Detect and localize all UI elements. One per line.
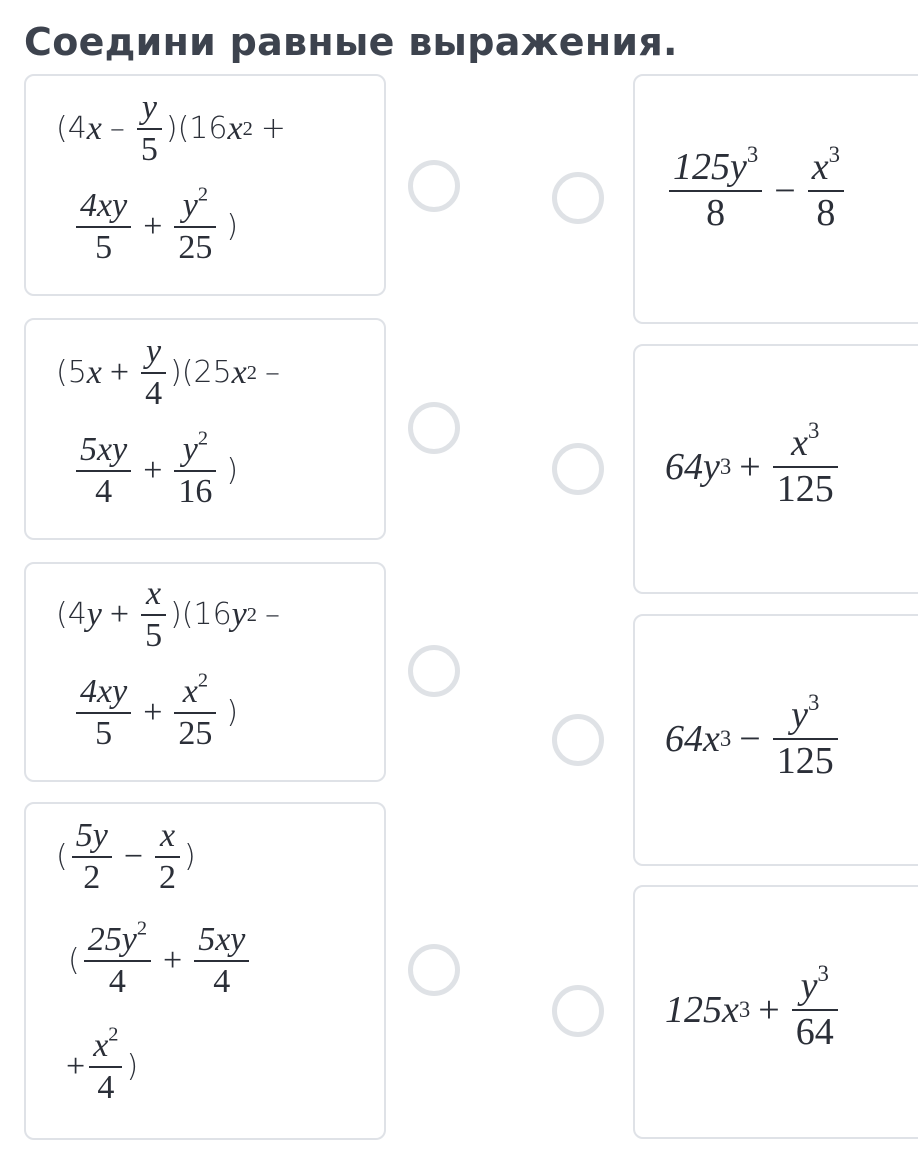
var: x bbox=[231, 353, 247, 391]
expr-line-1: (5 x + $\frac{y}{4}$ )(25 x 2 – bbox=[56, 333, 280, 412]
left-connector-2[interactable] bbox=[408, 402, 460, 454]
right-connector-1[interactable] bbox=[552, 172, 604, 224]
right-expression-card-3[interactable] bbox=[633, 614, 918, 866]
op: − bbox=[123, 837, 143, 875]
text: (5 bbox=[56, 355, 87, 391]
expression: 64x 3 − $\frac{y^3}{125}$ bbox=[665, 696, 842, 782]
term: 64x bbox=[665, 717, 720, 760]
expr-line-2 bbox=[72, 669, 239, 752]
fraction: $\frac{y^2}{16}$ bbox=[174, 432, 216, 509]
text: ( bbox=[56, 839, 68, 875]
expr-line-1: (4 y + $\frac{x}{5}$ )(16 y 2 – bbox=[56, 575, 280, 654]
op: + bbox=[739, 445, 761, 488]
left-connector-3[interactable] bbox=[408, 645, 460, 697]
text: )(16 bbox=[165, 111, 228, 147]
fraction: $\frac{y^3}{125}$ bbox=[773, 696, 838, 782]
text: ( bbox=[68, 943, 80, 979]
left-connector-4[interactable] bbox=[408, 944, 460, 996]
text: (4 bbox=[56, 597, 87, 633]
op: + bbox=[66, 1047, 86, 1085]
expr-line-3 bbox=[66, 1023, 139, 1106]
op: − bbox=[774, 169, 796, 212]
var: y bbox=[231, 595, 247, 633]
fraction: $\frac{x^3}{8}$ bbox=[808, 148, 844, 234]
expr-line-2 bbox=[72, 183, 239, 266]
var: x bbox=[86, 109, 102, 147]
expr-line-1: (4 x – $\frac{y}{5}$ )(16 x 2 + bbox=[56, 89, 286, 168]
text: (4 bbox=[56, 111, 87, 147]
fraction: $\frac{5y}{2}$ bbox=[72, 818, 112, 895]
var: y bbox=[86, 595, 102, 633]
fraction: $\frac{x^3}{125}$ bbox=[773, 424, 838, 510]
op: + bbox=[143, 207, 163, 245]
fraction: $\frac{4xy}{5}$ bbox=[76, 188, 131, 265]
left-expression-card-3[interactable] bbox=[24, 562, 386, 782]
op: + bbox=[163, 941, 183, 979]
page-title: Соедини равные выражения. bbox=[24, 20, 678, 64]
text: ) bbox=[184, 839, 196, 875]
fraction: $\frac{4xy}{5}$ bbox=[76, 674, 131, 751]
right-expression-card-4[interactable] bbox=[633, 885, 918, 1139]
fraction: $\frac{x}{2}$ bbox=[155, 818, 180, 895]
fraction: $\frac{x^2}{4}$ bbox=[89, 1028, 122, 1105]
expr-line-1 bbox=[56, 818, 196, 895]
expr-line-2 bbox=[72, 427, 239, 510]
op: + bbox=[758, 988, 780, 1031]
expression: 125x 3 + $\frac{y^3}{64}$ bbox=[665, 967, 842, 1053]
op: + bbox=[109, 595, 130, 633]
left-expression-card-4[interactable] bbox=[24, 802, 386, 1140]
text: )(25 bbox=[170, 355, 232, 391]
fraction: $\frac{y^3}{64}$ bbox=[792, 967, 838, 1053]
op: – bbox=[109, 111, 125, 147]
text: )(16 bbox=[170, 597, 232, 633]
op: + bbox=[143, 693, 163, 731]
text: ) bbox=[126, 1049, 139, 1085]
right-connector-3[interactable] bbox=[552, 714, 604, 766]
text: ) bbox=[226, 453, 239, 489]
right-expression-card-1[interactable] bbox=[633, 74, 918, 324]
fraction: $\frac{x^2}{25}$ bbox=[174, 674, 216, 751]
expr-line-2 bbox=[68, 917, 253, 1000]
var: x bbox=[227, 109, 243, 147]
right-expression-card-2[interactable] bbox=[633, 344, 918, 594]
term: 64y bbox=[665, 445, 720, 488]
term: 125x bbox=[665, 988, 739, 1031]
var: x bbox=[86, 353, 102, 391]
fraction: $\frac{125y^3}{8}$ bbox=[669, 148, 762, 234]
fraction: $\frac{x}{5}$ bbox=[141, 576, 166, 653]
op: – bbox=[264, 597, 280, 633]
fraction: $\frac{5xy}{4}$ bbox=[194, 922, 249, 999]
fraction: $\frac{5xy}{4}$ bbox=[76, 432, 131, 509]
op: + bbox=[260, 111, 286, 147]
text: ) bbox=[226, 695, 239, 731]
right-connector-2[interactable] bbox=[552, 443, 604, 495]
fraction: $\frac{y^2}{25}$ bbox=[174, 188, 216, 265]
op: + bbox=[143, 451, 163, 489]
fraction: $\frac{y}{5}$ bbox=[137, 90, 162, 167]
expression bbox=[665, 141, 848, 234]
fraction: $\frac{y}{4}$ bbox=[141, 334, 166, 411]
op: − bbox=[739, 717, 761, 760]
fraction: $\frac{25y^2}{4}$ bbox=[84, 922, 151, 999]
text: ) bbox=[226, 209, 239, 245]
op: – bbox=[264, 355, 280, 391]
left-expression-card-2[interactable] bbox=[24, 318, 386, 540]
op: + bbox=[109, 353, 130, 391]
left-connector-1[interactable] bbox=[408, 160, 460, 212]
left-expression-card-1[interactable] bbox=[24, 74, 386, 296]
right-connector-4[interactable] bbox=[552, 985, 604, 1037]
expression: 64y 3 + $\frac{x^3}{125}$ bbox=[665, 424, 842, 510]
